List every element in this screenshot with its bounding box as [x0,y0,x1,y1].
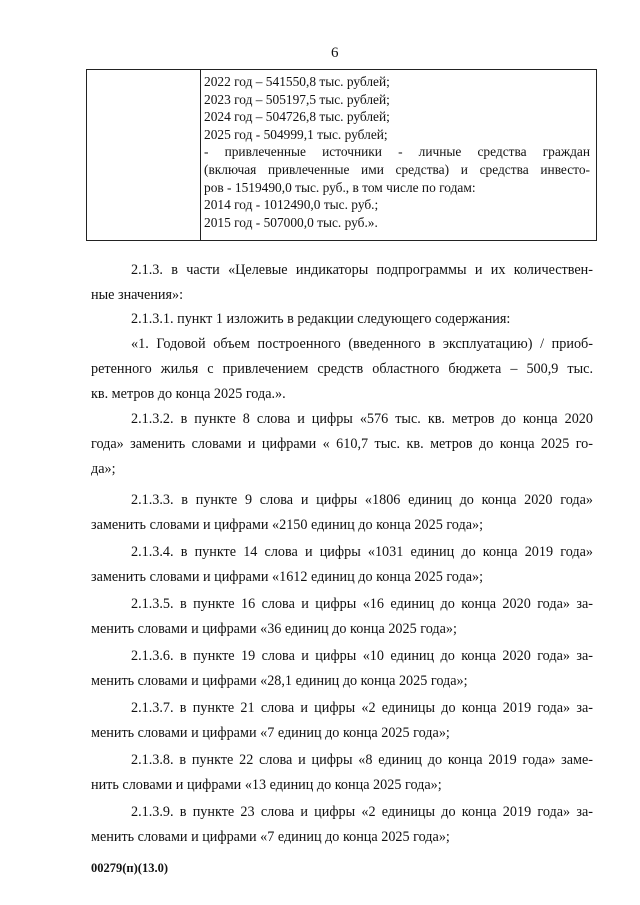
paragraph-line: 2.1.3.5. в пункте 16 слова и цифры «16 единиц до конца 2020 года» за- [131,596,593,612]
paragraph-line: кв. метров до конца 2025 года.». [91,386,286,402]
table-line: ров - 1519490,0 тыс. руб., в том числе по годам: [204,179,476,195]
paragraph-line: 2.1.3.2. в пункте 8 слова и цифры «576 тыс. кв. метров до конца 2020 [131,411,593,427]
paragraph-line: 2.1.3.3. в пункте 9 слова и цифры «1806 единиц до конца 2020 года» [131,492,593,508]
paragraph-line: заменить словами и цифрами «1612 единиц до конца 2025 года»; [91,569,484,585]
document-code: 00279(п)(13.0) [91,861,168,875]
paragraph-line: «1. Годовой объем построенного (введенного в эксплуатацию) / приоб- [131,336,593,352]
paragraph-line: 2.1.3.6. в пункте 19 слова и цифры «10 единиц до конца 2020 года» за- [131,648,593,664]
table-line: 2023 год – 505197,5 тыс. рублей; [204,91,390,107]
paragraph-line: нить словами и цифрами «13 единиц до конца 2025 года»; [91,777,442,793]
budget-table [86,69,597,241]
paragraph-line: менить словами и цифрами «7 единиц до конца 2025 года»; [91,725,450,741]
paragraph-line: 2.1.3.4. в пункте 14 слова и цифры «1031 единиц до конца 2019 года» [131,544,593,560]
table-line: 2022 год – 541550,8 тыс. рублей; [204,74,390,89]
paragraph-2-1-3-6 [91,644,593,694]
paragraph-line: 2.1.3.1. пункт 1 изложить в редакции следующего содержания: [131,311,511,327]
paragraph-line: менить словами и цифрами «28,1 единиц до конца 2025 года»; [91,673,468,689]
paragraph-2-1-3-9 [91,800,593,850]
paragraph-line: года» заменить словами и цифрами « 610,7 тыс. кв. метров до конца 2025 го- [91,436,593,452]
paragraph-line: менить словами и цифрами «36 единиц до конца 2025 года»; [91,621,457,637]
table-line: - привлеченные источники - личные средства граждан [204,144,590,160]
paragraph-line: 2.1.3.7. в пункте 21 слова и цифры «2 единицы до конца 2019 года» за- [131,700,593,716]
paragraph-2-1-3-2 [91,407,593,482]
page-number: 6 [331,45,339,61]
paragraph-quote-1 [91,332,593,407]
paragraph-line: заменить словами и цифрами «2150 единиц до конца 2025 года»; [91,517,484,533]
paragraph-line: да»; [91,461,116,477]
paragraph-2-1-3-5 [91,592,593,642]
paragraph-2-1-3 [91,258,593,308]
paragraph-2-1-3-1 [91,307,593,332]
paragraph-2-1-3-3 [91,488,593,538]
table-column-divider [200,70,201,240]
paragraph-2-1-3-8 [91,748,593,798]
paragraph-line: 2.1.3.8. в пункте 22 слова и цифры «8 единиц до конца 2019 года» заме- [131,752,593,768]
table-line: 2024 год – 504726,8 тыс. рублей; [204,109,390,125]
table-line: 2025 год - 504999,1 тыс. рублей; [204,126,388,142]
table-line: 2014 год - 1012490,0 тыс. руб.; [204,197,379,213]
paragraph-line: 2.1.3.9. в пункте 23 слова и цифры «2 единицы до конца 2019 года» за- [131,804,593,820]
paragraph-line: 2.1.3. в части «Целевые индикаторы подпрограммы и их количествен- [131,262,593,278]
table-cell-funding [204,73,590,231]
table-line: 2015 год - 507000,0 тыс. руб.». [204,214,378,230]
paragraph-line: ные значения»: [91,287,184,303]
paragraph-line: менить словами и цифрами «7 единиц до конца 2025 года»; [91,829,450,845]
paragraph-2-1-3-7 [91,696,593,746]
paragraph-2-1-3-4 [91,540,593,590]
table-line: (включая привлеченные ими средства) и средства инвесто- [204,161,590,177]
paragraph-line: ретенного жилья с привлечением средств областного бюджета – 500,9 тыс. [91,361,593,377]
